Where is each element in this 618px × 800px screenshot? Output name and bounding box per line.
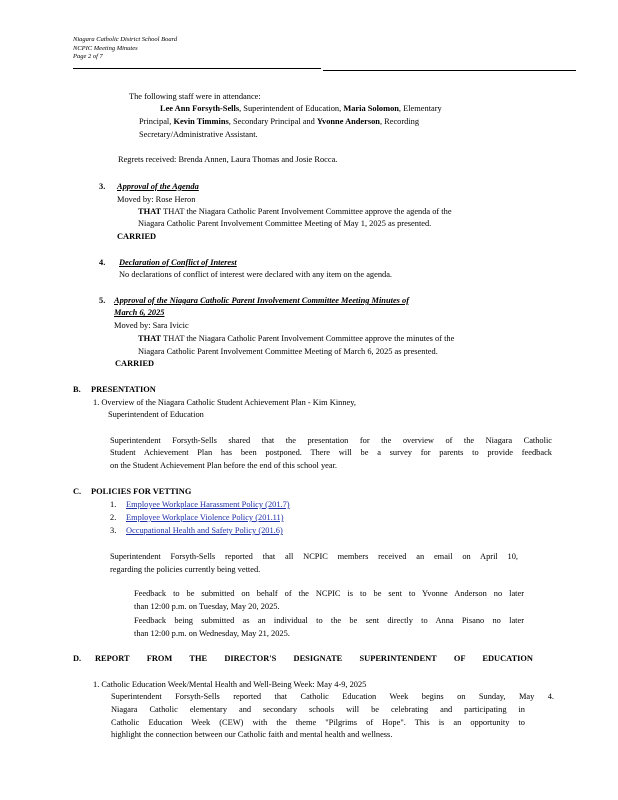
attendance-line-1 [160,104,442,114]
regrets-text: Regrets received: Brenda Annen, Laura Thomas and Josie Rocca. [118,155,338,164]
policy-2-link[interactable]: Employee Workplace Violence Policy (201.11) [126,513,284,522]
policy-1-number: 1. [110,500,117,509]
header-rule-right [323,70,576,71]
attendee-name: Kevin Timmins [173,117,229,126]
section-c-letter: C. [73,487,82,496]
header-page-number: Page 2 of 7 [73,53,103,60]
policy-3-link[interactable]: Occupational Health and Safety Policy (201.6) [126,526,283,535]
section-d-paragraph-line-1: Superintendent Forsyth-Sells reported that Catholic Education Week begins on Sunday, May 4. [111,692,554,701]
item-3-moved-by: Moved by: Rose Heron [117,195,196,204]
policy-2-number: 2. [110,513,117,522]
section-c-title: POLICIES FOR VETTING [91,487,192,496]
section-d-item-1-title: 1. Catholic Education Week/Mental Health and Well-Being Week: May 4-9, 2025 [93,680,367,689]
section-b-paragraph-line-2: Student Achievement Plan has been postponed. There will be a survey for parents to provide feedback [110,448,552,457]
header-board-name: Niagara Catholic District School Board [73,36,178,43]
section-c-paragraph-line-1: Superintendent Forsyth-Sells reported that all NCPIC members received an email on April 10, [110,552,518,561]
attendance-line-3: Secretary/Administrative Assistant. [139,130,258,139]
attendance-line-2 [139,117,419,127]
policy-1-link[interactable]: Employee Workplace Harassment Policy (201.7) [126,500,290,509]
header-meeting-name: NCPIC Meeting Minutes [73,44,138,52]
item-3-motion-line-1: THAT THAT the Niagara Catholic Parent Involvement Committee approve the agenda of the [138,207,452,216]
item-5-motion-line-1: THAT THAT the Niagara Catholic Parent Involvement Committee approve the minutes of the [138,334,455,343]
attendee-name: Lee Ann Forsyth-Sells [160,104,240,113]
section-b-letter: B. [73,385,81,394]
attendee-name: Yvonne Anderson [316,117,380,126]
item-4-title: Declaration of Conflict of Interest [119,258,237,267]
item-5-carried: CARRIED [115,359,155,368]
section-d-title: REPORT FROM THE DIRECTOR'S DESIGNATE SUPERINTENDENT OF EDUCATION [95,654,533,663]
section-d-paragraph-line-4: highlight the connection between our Catholic faith and mental health and wellness. [111,730,393,739]
attendee-role: , Recording [379,117,420,126]
section-b-title: PRESENTATION [91,385,156,394]
feedback-1-line-2: than 12:00 p.m. on Tuesday, May 20, 2025. [134,602,280,611]
item-4-number: 4. [99,258,106,267]
item-3-title: Approval of the Agenda [117,182,199,191]
section-b-item-1: 1. Overview of the Niagara Catholic Student Achievement Plan - Kim Kinney, [93,398,356,407]
attendee-role: , Elementary [398,104,442,113]
section-c-paragraph-line-2: regarding the policies currently being vetted. [110,565,261,574]
policy-3-number: 3. [110,526,117,535]
item-5-motion-line-2: Niagara Catholic Parent Involvement Committee Meeting of March 6, 2025 as presented. [138,347,438,356]
section-d-paragraph-line-3: Catholic Education Week (CEW) with the theme "Pilgrims of Hope". This is an opportunity to [111,718,525,727]
item-3-motion-line-2: Niagara Catholic Parent Involvement Committee Meeting of May 1, 2025 as presented. [138,219,432,228]
item-5-moved-by: Moved by: Sara Ivicic [114,321,189,330]
attendee-role: , Secondary Principal and [228,117,315,126]
item-3-number: 3. [99,182,106,191]
attendee-name: Maria Solomon [343,104,399,113]
attendance-intro: The following staff were in attendance: [129,92,261,101]
item-3-carried: CARRIED [117,232,157,241]
section-b-paragraph-line-3: on the Student Achievement Plan before the end of this school year. [110,461,337,470]
section-b-paragraph-line-1: Superintendent Forsyth-Sells shared that the presentation for the overview of the Niagara Catholic [110,436,552,445]
section-d-paragraph-line-2: Niagara Catholic elementary and secondary schools will be celebrating and participating in [111,705,525,714]
feedback-2-line-2: than 12:00 p.m. on Wednesday, May 21, 2025. [134,629,290,638]
section-b-item-1-presenter: Superintendent of Education [108,410,204,419]
feedback-1-line-1: Feedback to be submitted on behalf of the NCPIC is to be sent to Yvonne Anderson no later [134,589,524,598]
section-d-letter: D. [73,654,82,663]
item-5-number: 5. [99,296,106,305]
attendee-role: , Superintendent of Education, [239,104,342,113]
header-rule-left [73,68,321,69]
attendee-role: Principal, [139,117,172,126]
page-header [73,36,177,62]
item-5-title-line-1: Approval of the Niagara Catholic Parent Involvement Committee Meeting Minutes of [114,296,409,305]
item-4-text: No declarations of conflict of interest were declared with any item on the agenda. [119,270,393,279]
item-5-title-line-2: March 6, 2025 [114,308,165,317]
feedback-2-line-1: Feedback being submitted as an individual to the be sent directly to Anna Pisano no later [134,616,524,625]
